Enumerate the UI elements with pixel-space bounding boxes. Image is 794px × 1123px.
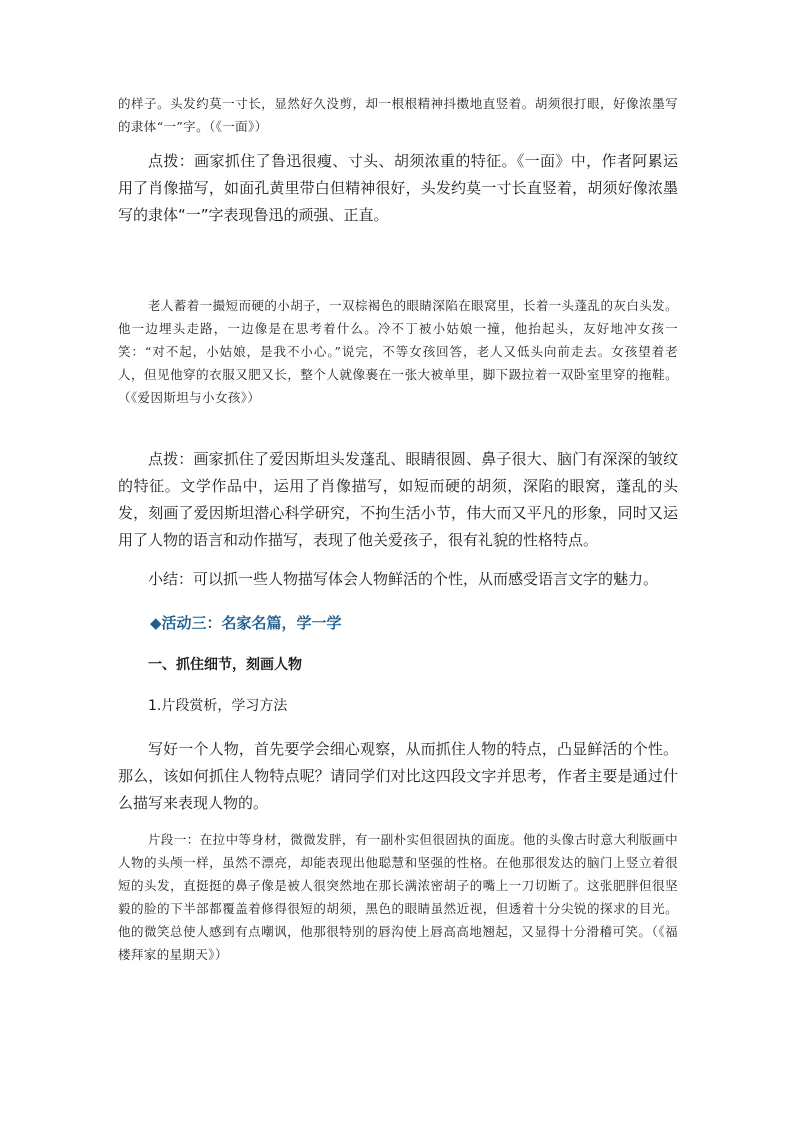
intro-paragraph: 写好一个人物，首先要学会细心观察，从而抓住人物的特点，凸显鲜活的个性。那么，该如何抓住人物特点呢？请同学们对比这四段文字并思考，作者主要是通过什么描写来表现人物的。	[118, 740, 678, 812]
sub-heading: 1.片段赏析，学习方法	[148, 698, 288, 714]
comment-lu-xun: 点拨：画家抓住了鲁迅很瘦、寸头、胡须浓重的特征。《一面》中，作者阿累运用了肖像描写，如面孔黄里带白但精神很好，头发约莫一寸长直竖着，胡须好像浓墨写的隶体“一”字表现鲁迅的顽强、正直。	[118, 152, 678, 224]
quote-einstein: 老人蓄着一撮短而硬的小胡子，一双棕褐色的眼睛深陷在眼窝里，长着一头蓬乱的灰白头发。他一边埋头走路，一边像是在思考着什么。冷不丁被小姑娘一撞，他抬起头，友好地冲女孩一笑：“对不起，小姑娘，是我不小心。”说完，不等女孩回答，老人又低头向前走去。女孩望着老人，但见他穿的衣服又肥又长，整个人就像裹在一张大被单里，脚下趿拉着一双卧室里穿的拖鞋。（《爱因斯坦与小女孩》）	[118, 298, 678, 405]
diamond-bullet-icon: ◆	[150, 614, 162, 632]
comment-einstein: 点拨：画家抓住了爱因斯坦头发蓬乱、眼睛很圆、鼻子很大、脑门有深深的皱纹的特征。文学作品中，运用了肖像描写，如短而硬的胡须，深陷的眼窝，蓬乱的头发，刻画了爱因斯坦潜心科学研究，不拘生活小节，伟大而又平凡的形象，同时又运用了人物的语言和动作描写，表现了他关爱孩子，很有礼貌的性格特点。	[118, 450, 678, 549]
section-heading: 一、抓住细节，刻画人物	[148, 657, 302, 673]
activity-heading-text: 活动三：名家名篇，学一学	[161, 614, 342, 632]
fragment-one: 片段一：在拉中等身材，微微发胖，有一副朴实但很固执的面庞。他的头像古时意大利版画中人物的头颅一样，虽然不漂亮，却能表现出他聪慧和坚强的性格。在他那很发达的脑门上竖立着很短的头发，直挺挺的鼻子像是被人很突然地在那长满浓密胡子的嘴上一刀切断了。这张肥胖但很坚毅的脸的下半部都覆盖着修得很短的胡须，黑色的眼睛虽然近视，但透着十分尖锐的探求的目光。他的微笑总使人感到有点嘲讽，他那很特别的唇沟使上唇高高地翘起，又显得十分滑稽可笑。（《福楼拜家的星期天》）	[118, 832, 678, 962]
quote-yimian-ending: 的样子。头发约莫一寸长，显然好久没剪，却一根根精神抖擞地直竖着。胡须很打眼，好像浓墨写的隶体“一”字。（《一面》）	[118, 96, 678, 134]
activity-heading	[150, 612, 342, 634]
summary-paragraph: 小结：可以抓一些人物描写体会人物鲜活的个性，从而感受语言文字的魅力。	[148, 570, 659, 588]
